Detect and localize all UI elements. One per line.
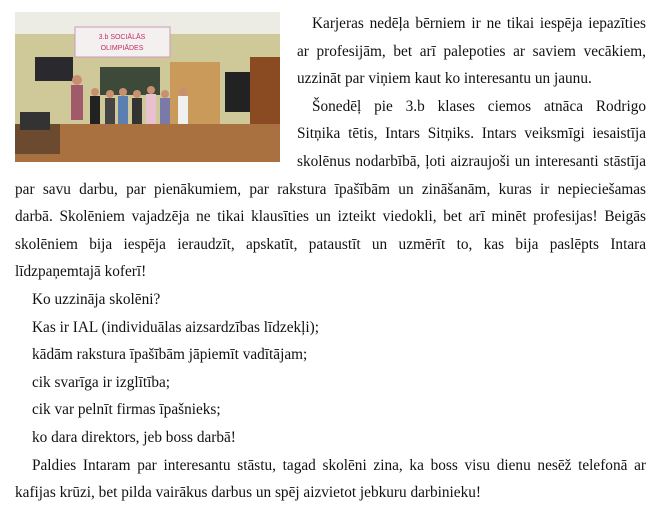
list-item: Kas ir IAL (individuālas aizsardzības līdzekļi); — [32, 318, 320, 336]
paragraph-line: par savu darbu, par pienākumiem, par rakstura īpašībām un zināšanām, kuras ir nepieciešamas — [15, 180, 646, 198]
paragraph-line: Karjeras nedēļa bērniem ir ne tikai iespēja iepazīties — [312, 15, 646, 32]
list-item: cik var pelnīt firmas īpašnieks; — [32, 401, 221, 419]
paragraph-line: Šonedēļ pie 3.b klases ciemos atnāca Rodrigo — [312, 97, 646, 115]
list-item: kādām rakstura īpašībām jāpiemīt vadītājam; — [32, 346, 308, 364]
paragraph-line: līdzpaņemtajā koferī! — [15, 263, 147, 281]
paragraph-line: darbā. Skolēniem vajadzēja ne tikai klausīties un izteikt viedokli, bet arī minēt profesijas! Beigās — [15, 208, 646, 226]
paragraph-line: ar profesijām, bet arī palepoties ar saviem vecākiem, — [297, 42, 646, 60]
list-item: ko dara direktors, jeb boss darbā! — [32, 429, 236, 446]
paragraph-line: Paldies Intaram par interesantu stāstu, tagad skolēni zina, ka boss visu dienu nesēž telefonā ar — [32, 456, 646, 474]
paragraph-line: kafijas krūzi, bet pilda vairākus darbus un spēj aizvietot jebkuru darbinieku! — [15, 484, 481, 502]
paragraph-line: uzzināt par viņiem kaut ko interesantu un jaunu. — [297, 70, 592, 88]
list-heading: Ko uzzināja skolēni? — [32, 291, 161, 308]
paragraph-line: skolēnus nodarbībā, ļoti aizraujoši un interesanti stāstīja — [297, 153, 646, 170]
paragraph-line: Sitņika tētis, Intars Sitņiks. Intars veiksmīgi iesaistīja — [297, 125, 646, 143]
svg-text:3.b SOCIĀLĀS: 3.b SOCIĀLĀS — [98, 34, 146, 41]
svg-text:OLIMPIĀDES: OLIMPIĀDES — [100, 45, 144, 52]
paragraph-line: skolēniem bija iespēja ieraudzīt, apskatīt, pataustīt un uzmērīt to, kas bija paslēpts Intara — [15, 235, 646, 253]
list-item: cik svarīga ir izglītība; — [32, 373, 171, 391]
classroom-photo — [15, 12, 280, 162]
